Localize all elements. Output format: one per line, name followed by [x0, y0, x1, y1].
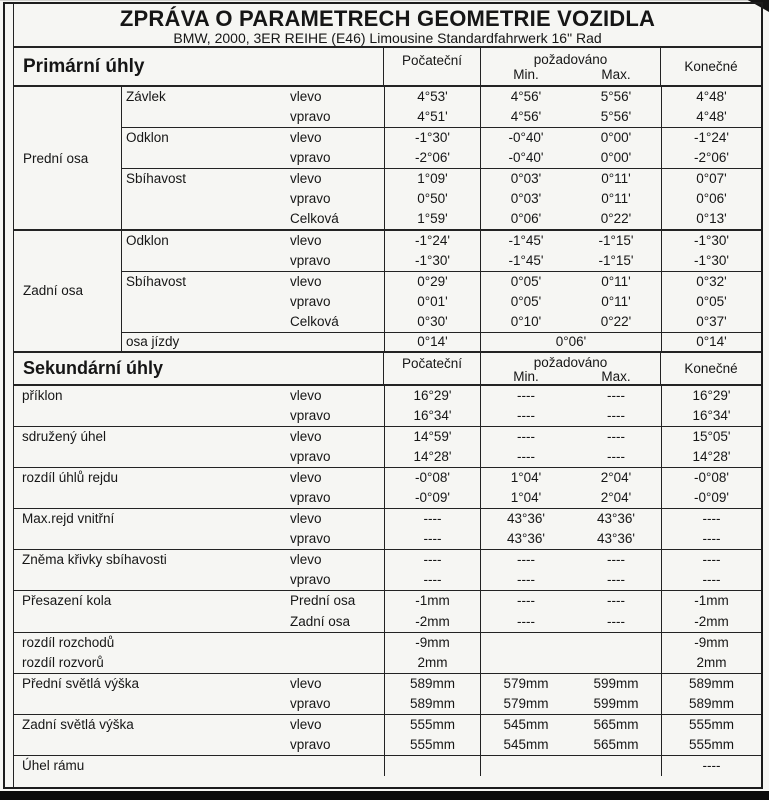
table-row	[14, 674, 761, 694]
table-row	[14, 694, 761, 714]
cell-side	[288, 633, 384, 653]
cell-min	[481, 756, 571, 776]
secondary-group	[14, 508, 761, 549]
cell-max: ----	[607, 407, 625, 423]
cell-initial: ----	[384, 570, 481, 590]
column-header-final: Konečné	[684, 59, 738, 74]
cell-initial: -9mm	[384, 633, 481, 653]
table-row	[14, 715, 761, 735]
secondary-section-header	[14, 351, 761, 386]
cell-initial	[384, 756, 481, 776]
cell-final: 555mm	[661, 715, 761, 735]
cell-initial: 589mm	[384, 674, 481, 694]
cell-parameter: Sbíhavost	[126, 171, 187, 186]
cell-initial: 0°29'	[384, 272, 481, 292]
parameter-block	[122, 127, 761, 168]
cell-parameter	[122, 292, 288, 312]
scan-bottom-bar	[0, 791, 769, 800]
cell-parameter	[122, 251, 288, 271]
cell-side: vlevo	[290, 387, 322, 403]
cell-side: vlevo	[290, 274, 322, 289]
column-header-required	[481, 48, 661, 85]
cell-final: 0°07'	[661, 169, 761, 189]
cell-side: vlevo	[290, 171, 322, 186]
parameter-block	[122, 271, 761, 332]
cell-final: 0°32'	[661, 272, 761, 292]
cell-final: 0°37'	[661, 312, 761, 332]
axle-rows	[122, 231, 761, 351]
cell-final: 0°05'	[661, 292, 761, 312]
column-header-minmax	[481, 68, 660, 82]
table-row	[122, 272, 761, 292]
cell-side: vpravo	[290, 448, 331, 464]
cell-initial: 4°53'	[384, 87, 481, 107]
table-row	[122, 189, 761, 209]
secondary-group	[14, 755, 761, 776]
cell-min: ----	[517, 407, 535, 423]
cell-max: 2°04'	[600, 489, 632, 505]
cell-final: -2°06'	[661, 148, 761, 168]
cell-initial: ----	[384, 509, 481, 529]
table-row	[14, 529, 761, 549]
cell-final: 0°14'	[661, 333, 761, 351]
cell-final: 0°06'	[661, 189, 761, 209]
cell-final: ----	[661, 550, 761, 570]
cell-row-label	[14, 406, 288, 426]
cell-initial: -0°08'	[384, 468, 481, 488]
cell-final: ----	[661, 509, 761, 529]
table-row	[14, 386, 761, 406]
cell-initial: 4°51'	[384, 107, 481, 127]
cell-row-label: sdružený úhel	[22, 428, 107, 444]
cell-side: vpravo	[290, 150, 331, 165]
cell-max: 565mm	[593, 717, 639, 732]
column-header-final: Konečné	[684, 360, 738, 376]
secondary-table-body	[14, 386, 761, 777]
cell-row-label: rozdíl rozchodů	[22, 634, 115, 650]
cell-parameter: Závlek	[126, 89, 166, 104]
cell-side: Celková	[290, 211, 339, 226]
cell-min: 0°05'	[510, 294, 542, 309]
cell-min: ----	[517, 613, 535, 629]
cell-final: ----	[661, 756, 761, 776]
secondary-group	[14, 673, 761, 714]
cell-side: vlevo	[290, 511, 322, 527]
cell-parameter	[122, 189, 288, 209]
cell-min: ----	[517, 572, 535, 588]
cell-final: 4°48'	[661, 87, 761, 107]
cell-min: 579mm	[503, 695, 549, 711]
vehicle-description: BMW, 2000, 3ER REIHE (E46) Limousine Standardfahrwerk 16" Rad	[173, 30, 602, 46]
cell-row-label: Zněma křivky sbíhavosti	[22, 552, 167, 568]
cell-final: -1°30'	[661, 231, 761, 251]
table-row	[14, 447, 761, 467]
cell-parameter: Odklon	[126, 233, 169, 248]
table-row	[122, 87, 761, 107]
cell-final: -0°08'	[661, 468, 761, 488]
cell-max	[571, 756, 661, 776]
cell-max: ----	[607, 552, 625, 568]
cell-initial: 1°09'	[384, 169, 481, 189]
cell-row-label: Přední světlá výška	[22, 675, 140, 691]
column-header-required-label: požadováno	[533, 52, 608, 67]
cell-min	[481, 653, 571, 673]
table-row	[14, 406, 761, 426]
column-header-min: Min.	[513, 368, 539, 384]
cell-min: -1°45'	[508, 233, 544, 248]
cell-final: -9mm	[661, 633, 761, 653]
cell-min: ----	[517, 387, 535, 403]
report-header	[14, 4, 761, 46]
cell-side: vlevo	[290, 552, 322, 568]
cell-final: 589mm	[661, 694, 761, 714]
cell-initial: 555mm	[384, 715, 481, 735]
column-header-minmax	[481, 370, 660, 384]
cell-final: -1°24'	[661, 128, 761, 148]
cell-min: 4°56'	[510, 89, 542, 104]
cell-side: Celková	[290, 314, 339, 329]
cell-max: ----	[607, 428, 625, 444]
cell-row-label: Zadní světlá výška	[22, 717, 134, 732]
table-row	[14, 756, 761, 776]
cell-final: ----	[661, 529, 761, 549]
table-row	[122, 312, 761, 332]
cell-initial: 0°01'	[384, 292, 481, 312]
cell-max: 0°11'	[601, 191, 631, 206]
parameter-block	[122, 168, 761, 229]
cell-min: 0°03'	[510, 171, 542, 186]
cell-min: 579mm	[503, 675, 549, 691]
cell-max: ----	[607, 613, 625, 629]
cell-parameter	[122, 148, 288, 168]
table-row	[122, 128, 761, 148]
cell-row-label: příklon	[22, 387, 63, 403]
cell-min: -0°40'	[508, 150, 544, 165]
axle-group	[14, 87, 761, 229]
cell-min: 43°36'	[506, 531, 545, 547]
cell-min: -0°40'	[508, 130, 544, 145]
cell-final: 555mm	[661, 735, 761, 755]
column-header-required-label: požadováno	[533, 354, 608, 370]
cell-parameter	[122, 312, 288, 332]
parameter-block	[122, 231, 761, 271]
cell-min: 0°03'	[510, 191, 542, 206]
axle-rows	[122, 87, 761, 229]
cell-final: 16°34'	[661, 406, 761, 426]
cell-min: -1°45'	[508, 253, 544, 268]
cell-side: vpravo	[290, 572, 331, 588]
drive-axis-row	[122, 332, 761, 351]
axle-group	[14, 229, 761, 351]
cell-initial: -1°30'	[384, 251, 481, 271]
cell-max: 599mm	[593, 695, 639, 711]
section-title-secondary: Sekundární úhly	[14, 353, 384, 384]
cell-min: 545mm	[503, 717, 549, 732]
cell-min: 0°06'	[510, 211, 542, 226]
cell-side: vlevo	[290, 675, 322, 691]
cell-max: 0°22'	[600, 211, 632, 226]
cell-max: -1°15'	[598, 233, 634, 248]
table-row	[14, 591, 761, 611]
cell-initial: 1°59'	[384, 209, 481, 229]
cell-row-label: Max.rejd vnitřní	[22, 511, 115, 527]
table-row	[14, 427, 761, 447]
cell-row-label: rozdíl úhlů rejdu	[22, 469, 119, 485]
cell-initial: 589mm	[384, 694, 481, 714]
secondary-group	[14, 386, 761, 426]
table-row	[14, 488, 761, 508]
column-header-initial: Počateční	[384, 48, 481, 85]
table-row	[122, 169, 761, 189]
cell-side: vpravo	[290, 737, 331, 753]
cell-row-label: rozdíl rozvorů	[22, 654, 104, 670]
table-row	[14, 612, 761, 632]
table-row	[14, 653, 761, 673]
cell-side: vlevo	[290, 469, 322, 485]
cell-max: 0°00'	[600, 150, 632, 165]
cell-axle-label: Zadní osa	[14, 231, 122, 351]
cell-side	[288, 653, 384, 673]
cell-row-label	[14, 612, 288, 632]
cell-final: ----	[661, 570, 761, 590]
cell-final: 14°28'	[661, 447, 761, 467]
cell-min	[481, 633, 571, 653]
table-row	[122, 107, 761, 127]
cell-initial: -1mm	[384, 591, 481, 611]
cell-max: 0°00'	[600, 130, 632, 145]
cell-max: -1°15'	[598, 253, 634, 268]
cell-parameter: Odklon	[126, 130, 169, 145]
cell-parameter	[122, 107, 288, 127]
cell-row-label: osa jízdy	[126, 334, 180, 349]
cell-final: 4°48'	[661, 107, 761, 127]
cell-side: vpravo	[290, 407, 331, 423]
cell-side: vpravo	[290, 695, 331, 711]
cell-initial: -2mm	[384, 612, 481, 632]
primary-section-header	[14, 46, 761, 87]
cell-max: 599mm	[593, 675, 639, 691]
cell-side	[288, 756, 384, 776]
cell-max: 0°11'	[601, 274, 631, 289]
cell-max: ----	[607, 572, 625, 588]
table-row	[14, 550, 761, 570]
cell-parameter	[122, 209, 288, 229]
cell-row-label	[14, 447, 288, 467]
cell-side: vpravo	[290, 489, 331, 505]
cell-max: 43°36'	[596, 511, 635, 527]
cell-min: 1°04'	[510, 489, 542, 505]
cell-side: vpravo	[290, 109, 331, 124]
cell-max: ----	[607, 448, 625, 464]
table-row	[14, 468, 761, 488]
table-row	[14, 570, 761, 590]
secondary-group	[14, 590, 761, 631]
table-row	[122, 209, 761, 229]
cell-side: vpravo	[290, 294, 331, 309]
cell-min: ----	[517, 428, 535, 444]
cell-min: 545mm	[503, 737, 549, 753]
cell-initial: 14°59'	[384, 427, 481, 447]
cell-final: 16°29'	[661, 386, 761, 406]
column-header-max: Max.	[601, 368, 631, 384]
cell-side: vpravo	[290, 253, 331, 268]
cell-final: 2mm	[661, 653, 761, 673]
cell-side: Prední osa	[290, 593, 356, 609]
cell-max: 5°56'	[600, 109, 632, 124]
column-header-required	[481, 353, 661, 384]
cell-min: 0°10'	[510, 314, 542, 329]
cell-side: vlevo	[290, 89, 322, 104]
cell-min: 43°36'	[506, 511, 545, 527]
column-header-max: Max.	[601, 67, 631, 82]
cell-initial: 0°30'	[384, 312, 481, 332]
cell-min: 4°56'	[510, 109, 542, 124]
column-header-initial: Počateční	[384, 353, 481, 384]
report-sheet	[3, 2, 763, 789]
table-row	[14, 633, 761, 653]
cell-max: 5°56'	[600, 89, 632, 104]
secondary-group	[14, 467, 761, 508]
cell-min: 0°05'	[510, 274, 542, 289]
cell-side: vlevo	[290, 717, 322, 732]
report-title: ZPRÁVA O PARAMETRECH GEOMETRIE VOZIDLA	[119, 6, 656, 31]
cell-min: ----	[517, 448, 535, 464]
cell-final: -0°09'	[661, 488, 761, 508]
cell-final: 15°05'	[661, 427, 761, 447]
cell-min: 1°04'	[510, 469, 542, 485]
cell-initial: 2mm	[384, 653, 481, 673]
cell-row-label	[14, 735, 288, 755]
cell-max: 43°36'	[596, 531, 635, 547]
table-row	[14, 735, 761, 755]
parameter-block	[122, 87, 761, 127]
cell-side: Zadní osa	[290, 613, 351, 629]
cell-max	[571, 653, 661, 673]
cell-max	[571, 633, 661, 653]
cell-axle-label: Prední osa	[14, 87, 122, 229]
cell-max: 0°11'	[601, 171, 631, 186]
cell-max: 2°04'	[600, 469, 632, 485]
cell-final: -1°30'	[661, 251, 761, 271]
table-row	[122, 251, 761, 271]
cell-max: ----	[607, 387, 625, 403]
cell-initial: -0°09'	[384, 488, 481, 508]
cell-initial: ----	[384, 529, 481, 549]
cell-final: -1mm	[661, 591, 761, 611]
alignment-table	[13, 4, 761, 787]
cell-side: vpravo	[290, 191, 331, 206]
secondary-group	[14, 714, 761, 755]
cell-final: -2mm	[661, 612, 761, 632]
column-header-min: Min.	[513, 67, 539, 82]
cell-row-label: Přesazení kola	[22, 593, 112, 609]
cell-initial: 0°14'	[384, 333, 481, 351]
cell-side: vlevo	[290, 233, 322, 248]
cell-parameter: Sbíhavost	[126, 274, 187, 289]
table-row	[122, 148, 761, 168]
table-row	[122, 231, 761, 251]
cell-final: 0°13'	[661, 209, 761, 229]
cell-initial: -2°06'	[384, 148, 481, 168]
cell-side: vlevo	[290, 130, 322, 145]
cell-max: ----	[607, 593, 625, 609]
section-title-primary: Primární úhly	[14, 48, 384, 85]
cell-initial: -1°30'	[384, 128, 481, 148]
secondary-group	[14, 632, 761, 673]
scan-edge-line	[0, 0, 769, 1]
primary-table-body	[14, 87, 761, 351]
secondary-group	[14, 426, 761, 467]
table-row	[14, 509, 761, 529]
cell-min: ----	[517, 552, 535, 568]
cell-row-label	[14, 694, 288, 714]
secondary-group	[14, 549, 761, 590]
cell-row-label	[14, 570, 288, 590]
cell-max: 565mm	[593, 737, 639, 753]
cell-max: 0°22'	[600, 314, 632, 329]
cell-initial: 16°29'	[384, 386, 481, 406]
cell-min: ----	[517, 593, 535, 609]
cell-side: vlevo	[290, 428, 322, 444]
cell-initial: -1°24'	[384, 231, 481, 251]
cell-row-label	[14, 529, 288, 549]
cell-initial: ----	[384, 550, 481, 570]
cell-final: 589mm	[661, 674, 761, 694]
cell-initial: 16°34'	[384, 406, 481, 426]
cell-row-label	[14, 488, 288, 508]
cell-max: 0°11'	[601, 294, 631, 309]
table-row	[122, 292, 761, 312]
cell-initial: 14°28'	[384, 447, 481, 467]
cell-initial: 555mm	[384, 735, 481, 755]
cell-initial: 0°50'	[384, 189, 481, 209]
cell-row-label: Úhel rámu	[22, 758, 85, 774]
cell-side: vpravo	[290, 531, 331, 547]
cell-required-merged: 0°06'	[555, 334, 587, 349]
